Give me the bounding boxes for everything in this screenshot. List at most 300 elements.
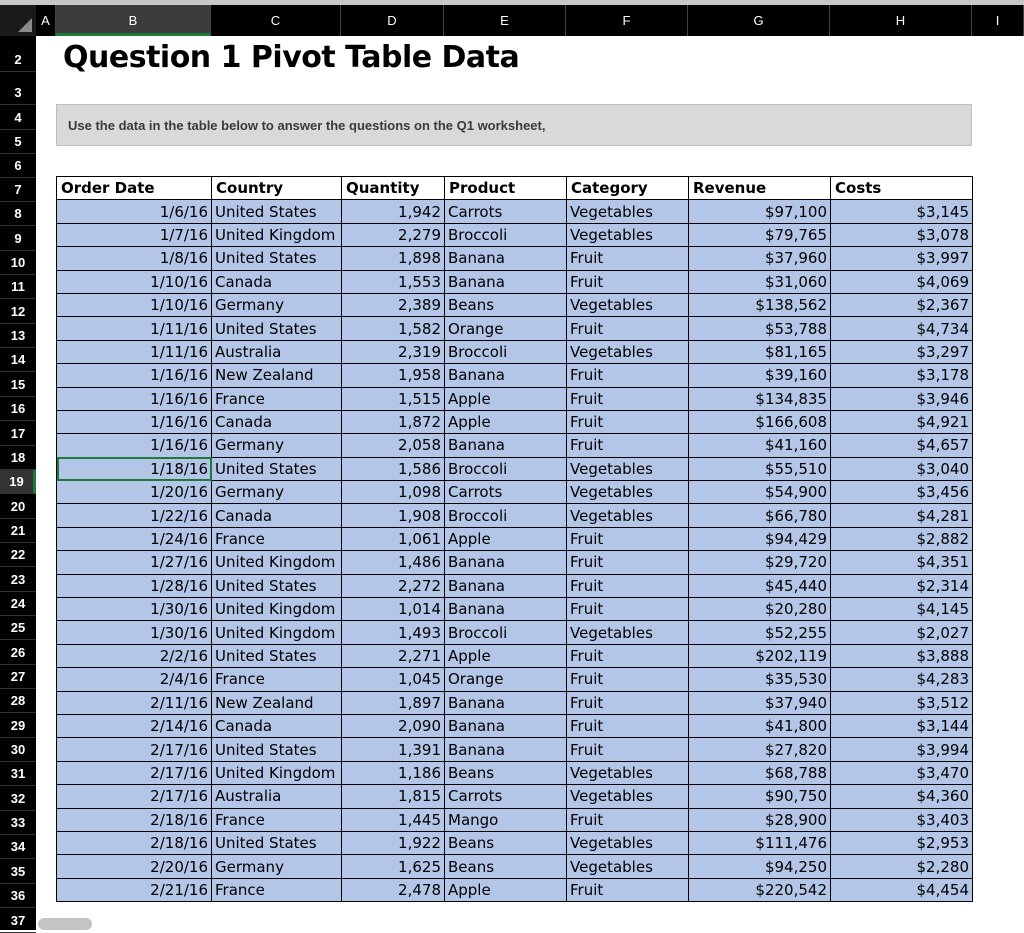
table-row <box>57 598 973 621</box>
cell-country[interactable]: United Kingdom <box>212 551 342 574</box>
column-header-h[interactable]: H <box>830 5 972 36</box>
cell-product[interactable]: Beans <box>445 293 567 316</box>
table-row <box>57 527 973 550</box>
cell-country[interactable]: Canada <box>212 410 342 433</box>
cell-category[interactable]: Fruit <box>567 364 689 387</box>
row-header-9[interactable]: 9 <box>0 227 36 251</box>
row-header-12[interactable]: 12 <box>0 300 36 324</box>
table-row <box>57 457 973 480</box>
table-row <box>57 410 973 433</box>
row-header-28[interactable]: 28 <box>0 689 36 713</box>
row-header-16[interactable]: 16 <box>0 397 36 421</box>
cell-category[interactable]: Vegetables <box>567 761 689 784</box>
cell-order-date[interactable]: 1/16/16 <box>57 410 212 433</box>
row-header-20[interactable]: 20 <box>0 495 36 519</box>
cell-quantity[interactable]: 2,279 <box>342 223 445 246</box>
cell-revenue[interactable]: $111,476 <box>689 831 831 854</box>
row-header-bar <box>0 36 36 930</box>
cell-quantity[interactable]: 1,014 <box>342 598 445 621</box>
table-row <box>57 574 973 597</box>
cell-country[interactable]: Canada <box>212 714 342 737</box>
cell-country[interactable]: United Kingdom <box>212 621 342 644</box>
table-row <box>57 808 973 831</box>
cell-quantity[interactable]: 2,058 <box>342 434 445 457</box>
cell-revenue[interactable]: $166,608 <box>689 410 831 433</box>
cell-revenue[interactable]: $138,562 <box>689 293 831 316</box>
cell-order-date[interactable]: 1/16/16 <box>57 364 212 387</box>
cell-category[interactable]: Fruit <box>567 598 689 621</box>
cell-category[interactable]: Fruit <box>567 527 689 550</box>
table-row <box>57 551 973 574</box>
cell-order-date[interactable]: 2/21/16 <box>57 878 212 901</box>
cell-quantity[interactable]: 1,186 <box>342 761 445 784</box>
column-header-c[interactable]: C <box>211 5 341 36</box>
cell-quantity[interactable]: 1,553 <box>342 270 445 293</box>
cell-product[interactable]: Broccoli <box>445 223 567 246</box>
cell-quantity[interactable]: 2,389 <box>342 293 445 316</box>
cell-costs[interactable]: $3,946 <box>831 387 973 410</box>
row-header-5[interactable]: 5 <box>0 130 36 154</box>
cell-country[interactable]: Germany <box>212 434 342 457</box>
cell-country[interactable]: France <box>212 527 342 550</box>
cell-country[interactable]: France <box>212 808 342 831</box>
cell-product[interactable]: Beans <box>445 761 567 784</box>
row-header-6[interactable]: 6 <box>0 154 36 178</box>
cell-quantity[interactable]: 2,478 <box>342 878 445 901</box>
cell-costs[interactable]: $3,470 <box>831 761 973 784</box>
cell-revenue[interactable]: $202,119 <box>689 644 831 667</box>
instructions-text: Use the data in the table below to answer the questions on the Q1 worksheet, <box>68 118 546 133</box>
cell-costs[interactable]: $3,403 <box>831 808 973 831</box>
cell-product[interactable]: Broccoli <box>445 504 567 527</box>
cell-product[interactable]: Beans <box>445 855 567 878</box>
table-row <box>57 223 973 246</box>
cell-category[interactable]: Vegetables <box>567 457 689 480</box>
data-table <box>56 176 973 902</box>
cell-country[interactable]: New Zealand <box>212 691 342 714</box>
cell-product[interactable]: Banana <box>445 691 567 714</box>
select-all-button[interactable] <box>0 5 36 36</box>
cell-product[interactable]: Carrots <box>445 481 567 504</box>
cell-revenue[interactable]: $81,165 <box>689 340 831 363</box>
cell-order-date[interactable]: 2/18/16 <box>57 808 212 831</box>
cell-costs[interactable]: $3,888 <box>831 644 973 667</box>
header-revenue[interactable]: Revenue <box>689 177 831 200</box>
cell-quantity[interactable]: 1,445 <box>342 808 445 831</box>
cell-country[interactable]: United Kingdom <box>212 223 342 246</box>
cell-category[interactable]: Fruit <box>567 878 689 901</box>
cell-order-date[interactable]: 1/30/16 <box>57 621 212 644</box>
cell-revenue[interactable]: $45,440 <box>689 574 831 597</box>
cell-category[interactable]: Fruit <box>567 574 689 597</box>
row-header-18[interactable]: 18 <box>0 446 36 470</box>
cell-quantity[interactable]: 1,045 <box>342 668 445 691</box>
table-row <box>57 270 973 293</box>
cell-category[interactable]: Fruit <box>567 434 689 457</box>
cell-country[interactable]: United States <box>212 644 342 667</box>
cell-costs[interactable]: $4,069 <box>831 270 973 293</box>
cell-order-date[interactable]: 2/4/16 <box>57 668 212 691</box>
cell-country[interactable]: France <box>212 668 342 691</box>
table-row <box>57 200 973 223</box>
table-row <box>57 247 973 270</box>
row-header-32[interactable]: 32 <box>0 787 36 811</box>
cell-country[interactable]: France <box>212 387 342 410</box>
cell-country[interactable]: Germany <box>212 481 342 504</box>
cell-product[interactable]: Banana <box>445 247 567 270</box>
cell-revenue[interactable]: $54,900 <box>689 481 831 504</box>
cell-costs[interactable]: $4,283 <box>831 668 973 691</box>
row-header-26[interactable]: 26 <box>0 641 36 665</box>
column-header-i[interactable]: I <box>972 5 1024 36</box>
table-row <box>57 504 973 527</box>
cell-product[interactable]: Orange <box>445 317 567 340</box>
cell-category[interactable]: Vegetables <box>567 481 689 504</box>
row-header-29[interactable]: 29 <box>0 714 36 738</box>
cell-costs[interactable]: $2,367 <box>831 293 973 316</box>
row-header-14[interactable]: 14 <box>0 348 36 372</box>
cell-revenue[interactable]: $134,835 <box>689 387 831 410</box>
cell-order-date[interactable]: 1/30/16 <box>57 598 212 621</box>
header-product[interactable]: Product <box>445 177 567 200</box>
row-header-8[interactable]: 8 <box>0 202 36 226</box>
cell-country[interactable]: Australia <box>212 340 342 363</box>
cell-category[interactable]: Vegetables <box>567 293 689 316</box>
row-header-17[interactable]: 17 <box>0 422 36 446</box>
cell-order-date[interactable]: 2/17/16 <box>57 785 212 808</box>
cell-costs[interactable]: $2,280 <box>831 855 973 878</box>
cell-order-date[interactable]: 1/24/16 <box>57 527 212 550</box>
cell-quantity[interactable]: 1,898 <box>342 247 445 270</box>
cell-country[interactable]: United Kingdom <box>212 598 342 621</box>
cell-quantity[interactable]: 1,958 <box>342 364 445 387</box>
cell-quantity[interactable]: 1,391 <box>342 738 445 761</box>
cell-revenue[interactable]: $20,280 <box>689 598 831 621</box>
table-header-row <box>57 177 973 200</box>
row-header-37[interactable]: 37 <box>0 909 36 933</box>
row-header-31[interactable]: 31 <box>0 762 36 786</box>
cell-order-date[interactable]: 1/11/16 <box>57 340 212 363</box>
table-row <box>57 434 973 457</box>
cell-product[interactable]: Carrots <box>445 200 567 223</box>
cell-category[interactable]: Vegetables <box>567 785 689 808</box>
cell-category[interactable]: Vegetables <box>567 855 689 878</box>
row-header-13[interactable]: 13 <box>0 324 36 348</box>
header-country[interactable]: Country <box>212 177 342 200</box>
cell-order-date[interactable]: 1/27/16 <box>57 551 212 574</box>
cell-quantity[interactable]: 1,872 <box>342 410 445 433</box>
cell-product[interactable]: Beans <box>445 831 567 854</box>
cell-costs[interactable]: $4,351 <box>831 551 973 574</box>
cell-costs[interactable]: $4,734 <box>831 317 973 340</box>
cell-quantity[interactable]: 1,815 <box>342 785 445 808</box>
cell-product[interactable]: Apple <box>445 387 567 410</box>
table-row <box>57 714 973 737</box>
cell-quantity[interactable]: 1,942 <box>342 200 445 223</box>
cell-revenue[interactable]: $52,255 <box>689 621 831 644</box>
cell-country[interactable]: United States <box>212 247 342 270</box>
cell-revenue[interactable]: $68,788 <box>689 761 831 784</box>
cell-quantity[interactable]: 1,586 <box>342 457 445 480</box>
cell-quantity[interactable]: 1,908 <box>342 504 445 527</box>
cell-order-date[interactable]: 2/17/16 <box>57 738 212 761</box>
cell-revenue[interactable]: $97,100 <box>689 200 831 223</box>
cell-quantity[interactable]: 2,271 <box>342 644 445 667</box>
cell-product[interactable]: Apple <box>445 644 567 667</box>
cell-country[interactable]: Germany <box>212 293 342 316</box>
cell-costs[interactable]: $4,454 <box>831 878 973 901</box>
cell-category[interactable]: Fruit <box>567 270 689 293</box>
row-header-24[interactable]: 24 <box>0 592 36 616</box>
row-header-36[interactable]: 36 <box>0 884 36 908</box>
cell-quantity[interactable]: 1,897 <box>342 691 445 714</box>
cell-revenue[interactable]: $41,160 <box>689 434 831 457</box>
cell-quantity[interactable]: 1,493 <box>342 621 445 644</box>
cell-order-date[interactable]: 1/8/16 <box>57 247 212 270</box>
cell-country[interactable]: Germany <box>212 855 342 878</box>
cell-order-date[interactable]: 1/22/16 <box>57 504 212 527</box>
cell-costs[interactable]: $3,512 <box>831 691 973 714</box>
cell-country[interactable]: United Kingdom <box>212 761 342 784</box>
cell-revenue[interactable]: $27,820 <box>689 738 831 761</box>
cell-country[interactable]: New Zealand <box>212 364 342 387</box>
cell-costs[interactable]: $3,994 <box>831 738 973 761</box>
cell-costs[interactable]: $2,953 <box>831 831 973 854</box>
cell-costs[interactable]: $3,456 <box>831 481 973 504</box>
cell-revenue[interactable]: $39,160 <box>689 364 831 387</box>
cell-costs[interactable]: $3,145 <box>831 200 973 223</box>
cell-costs[interactable]: $3,144 <box>831 714 973 737</box>
cell-revenue[interactable]: $220,542 <box>689 878 831 901</box>
cell-country[interactable]: United States <box>212 457 342 480</box>
header-order-date[interactable]: Order Date <box>57 177 212 200</box>
cell-country[interactable]: United States <box>212 738 342 761</box>
cell-category[interactable]: Fruit <box>567 738 689 761</box>
cell-product[interactable]: Mango <box>445 808 567 831</box>
column-header-d[interactable]: D <box>341 5 444 36</box>
cell-product[interactable]: Banana <box>445 551 567 574</box>
table-row <box>57 668 973 691</box>
column-header-b[interactable]: B <box>56 5 211 36</box>
table-row <box>57 878 973 901</box>
cell-quantity[interactable]: 2,319 <box>342 340 445 363</box>
cell-category[interactable]: Fruit <box>567 691 689 714</box>
row-header-21[interactable]: 21 <box>0 519 36 543</box>
cell-category[interactable]: Fruit <box>567 410 689 433</box>
cell-revenue[interactable]: $66,780 <box>689 504 831 527</box>
cell-product[interactable]: Banana <box>445 574 567 597</box>
cell-country[interactable]: Australia <box>212 785 342 808</box>
cell-order-date[interactable]: 2/2/16 <box>57 644 212 667</box>
cell-revenue[interactable]: $41,800 <box>689 714 831 737</box>
cell-country[interactable]: United States <box>212 831 342 854</box>
cell-costs[interactable]: $2,882 <box>831 527 973 550</box>
table-row <box>57 761 973 784</box>
cell-country[interactable]: United States <box>212 200 342 223</box>
cell-revenue[interactable]: $28,900 <box>689 808 831 831</box>
cell-category[interactable]: Fruit <box>567 714 689 737</box>
table-row <box>57 340 973 363</box>
row-header-25[interactable]: 25 <box>0 616 36 640</box>
cell-costs[interactable]: $2,314 <box>831 574 973 597</box>
cell-category[interactable]: Fruit <box>567 247 689 270</box>
row-header-7[interactable]: 7 <box>0 178 36 202</box>
cell-category[interactable]: Vegetables <box>567 340 689 363</box>
cell-costs[interactable]: $4,921 <box>831 410 973 433</box>
cell-costs[interactable]: $4,657 <box>831 434 973 457</box>
row-header-34[interactable]: 34 <box>0 835 36 859</box>
cell-product[interactable]: Banana <box>445 364 567 387</box>
table-row <box>57 293 973 316</box>
table-row <box>57 621 973 644</box>
cell-costs[interactable]: $3,997 <box>831 247 973 270</box>
row-header-23[interactable]: 23 <box>0 568 36 592</box>
cell-revenue[interactable]: $35,530 <box>689 668 831 691</box>
cell-category[interactable]: Vegetables <box>567 504 689 527</box>
cell-product[interactable]: Apple <box>445 878 567 901</box>
cell-country[interactable]: Canada <box>212 504 342 527</box>
cell-product[interactable]: Banana <box>445 270 567 293</box>
cell-revenue[interactable]: $37,940 <box>689 691 831 714</box>
cell-order-date[interactable]: 2/17/16 <box>57 761 212 784</box>
cell-order-date[interactable]: 2/18/16 <box>57 831 212 854</box>
cell-order-date[interactable]: 1/18/16 <box>57 457 212 480</box>
cell-costs[interactable]: $4,281 <box>831 504 973 527</box>
table-row <box>57 831 973 854</box>
cell-costs[interactable]: $3,040 <box>831 457 973 480</box>
cell-quantity[interactable]: 1,098 <box>342 481 445 504</box>
row-header-22[interactable]: 22 <box>0 543 36 567</box>
cell-order-date[interactable]: 1/28/16 <box>57 574 212 597</box>
cell-revenue[interactable]: $94,250 <box>689 855 831 878</box>
cell-order-date[interactable]: 1/16/16 <box>57 434 212 457</box>
cell-product[interactable]: Banana <box>445 738 567 761</box>
cell-product[interactable]: Apple <box>445 410 567 433</box>
header-costs[interactable]: Costs <box>831 177 973 200</box>
header-quantity[interactable]: Quantity <box>342 177 445 200</box>
cell-category[interactable]: Fruit <box>567 317 689 340</box>
cell-quantity[interactable]: 1,061 <box>342 527 445 550</box>
cell-revenue[interactable]: $90,750 <box>689 785 831 808</box>
cell-order-date[interactable]: 2/20/16 <box>57 855 212 878</box>
cell-order-date[interactable]: 1/20/16 <box>57 481 212 504</box>
row-header-33[interactable]: 33 <box>0 811 36 835</box>
table-row <box>57 738 973 761</box>
instructions-box <box>56 104 972 146</box>
sheet-title: Question 1 Pivot Table Data <box>63 40 520 75</box>
cell-quantity[interactable]: 1,625 <box>342 855 445 878</box>
column-header-a[interactable]: A <box>36 5 56 36</box>
cell-revenue[interactable]: $29,720 <box>689 551 831 574</box>
cell-category[interactable]: Fruit <box>567 551 689 574</box>
row-header-11[interactable]: 11 <box>0 275 36 299</box>
row-header-35[interactable]: 35 <box>0 860 36 884</box>
cell-product[interactable]: Banana <box>445 434 567 457</box>
cell-order-date[interactable]: 1/10/16 <box>57 270 212 293</box>
cell-costs[interactable]: $3,178 <box>831 364 973 387</box>
table-row <box>57 317 973 340</box>
cell-country[interactable]: France <box>212 878 342 901</box>
cell-category[interactable]: Vegetables <box>567 200 689 223</box>
cell-revenue[interactable]: $55,510 <box>689 457 831 480</box>
table-row <box>57 481 973 504</box>
row-header-4[interactable]: 4 <box>0 106 36 130</box>
table-row <box>57 644 973 667</box>
cell-category[interactable]: Fruit <box>567 808 689 831</box>
cell-category[interactable]: Fruit <box>567 387 689 410</box>
column-header-f[interactable]: F <box>566 5 688 36</box>
cell-quantity[interactable]: 1,922 <box>342 831 445 854</box>
table-row <box>57 387 973 410</box>
cell-order-date[interactable]: 1/6/16 <box>57 200 212 223</box>
cell-category[interactable]: Fruit <box>567 668 689 691</box>
row-header-27[interactable]: 27 <box>0 665 36 689</box>
cell-quantity[interactable]: 2,272 <box>342 574 445 597</box>
cell-country[interactable]: United States <box>212 317 342 340</box>
cell-product[interactable]: Apple <box>445 527 567 550</box>
cell-order-date[interactable]: 1/7/16 <box>57 223 212 246</box>
cell-product[interactable]: Broccoli <box>445 621 567 644</box>
row-header-19[interactable]: 19 <box>0 470 36 494</box>
cell-costs[interactable]: $3,078 <box>831 223 973 246</box>
cell-order-date[interactable]: 2/11/16 <box>57 691 212 714</box>
row-header-10[interactable]: 10 <box>0 251 36 275</box>
column-header-g[interactable]: G <box>688 5 830 36</box>
header-category[interactable]: Category <box>567 177 689 200</box>
cell-country[interactable]: Canada <box>212 270 342 293</box>
row-header-15[interactable]: 15 <box>0 373 36 397</box>
cell-product[interactable]: Broccoli <box>445 457 567 480</box>
cell-product[interactable]: Orange <box>445 668 567 691</box>
cell-quantity[interactable]: 1,486 <box>342 551 445 574</box>
cell-revenue[interactable]: $53,788 <box>689 317 831 340</box>
horizontal-scrollbar-thumb[interactable] <box>38 918 92 930</box>
cell-order-date[interactable]: 1/11/16 <box>57 317 212 340</box>
cell-revenue[interactable]: $31,060 <box>689 270 831 293</box>
table-row <box>57 364 973 387</box>
cell-product[interactable]: Banana <box>445 598 567 621</box>
column-header-bar <box>0 5 1024 36</box>
cell-quantity[interactable]: 2,090 <box>342 714 445 737</box>
cell-category[interactable]: Fruit <box>567 644 689 667</box>
cell-revenue[interactable]: $94,429 <box>689 527 831 550</box>
cell-costs[interactable]: $4,145 <box>831 598 973 621</box>
table-row <box>57 855 973 878</box>
cell-product[interactable]: Broccoli <box>445 340 567 363</box>
cell-product[interactable]: Carrots <box>445 785 567 808</box>
cell-revenue[interactable]: $79,765 <box>689 223 831 246</box>
column-header-e[interactable]: E <box>444 5 566 36</box>
table-row <box>57 691 973 714</box>
row-header-2[interactable]: 2 <box>0 48 36 72</box>
cell-costs[interactable]: $2,027 <box>831 621 973 644</box>
cell-quantity[interactable]: 1,582 <box>342 317 445 340</box>
cell-revenue[interactable]: $37,960 <box>689 247 831 270</box>
cell-order-date[interactable]: 1/16/16 <box>57 387 212 410</box>
cell-country[interactable]: United States <box>212 574 342 597</box>
cell-order-date[interactable]: 1/10/16 <box>57 293 212 316</box>
cell-costs[interactable]: $4,360 <box>831 785 973 808</box>
cell-costs[interactable]: $3,297 <box>831 340 973 363</box>
cell-category[interactable]: Vegetables <box>567 223 689 246</box>
row-header-3[interactable]: 3 <box>0 81 36 105</box>
cell-category[interactable]: Vegetables <box>567 831 689 854</box>
row-header-30[interactable]: 30 <box>0 738 36 762</box>
cell-product[interactable]: Banana <box>445 714 567 737</box>
cell-quantity[interactable]: 1,515 <box>342 387 445 410</box>
cell-category[interactable]: Vegetables <box>567 621 689 644</box>
cell-order-date[interactable]: 2/14/16 <box>57 714 212 737</box>
